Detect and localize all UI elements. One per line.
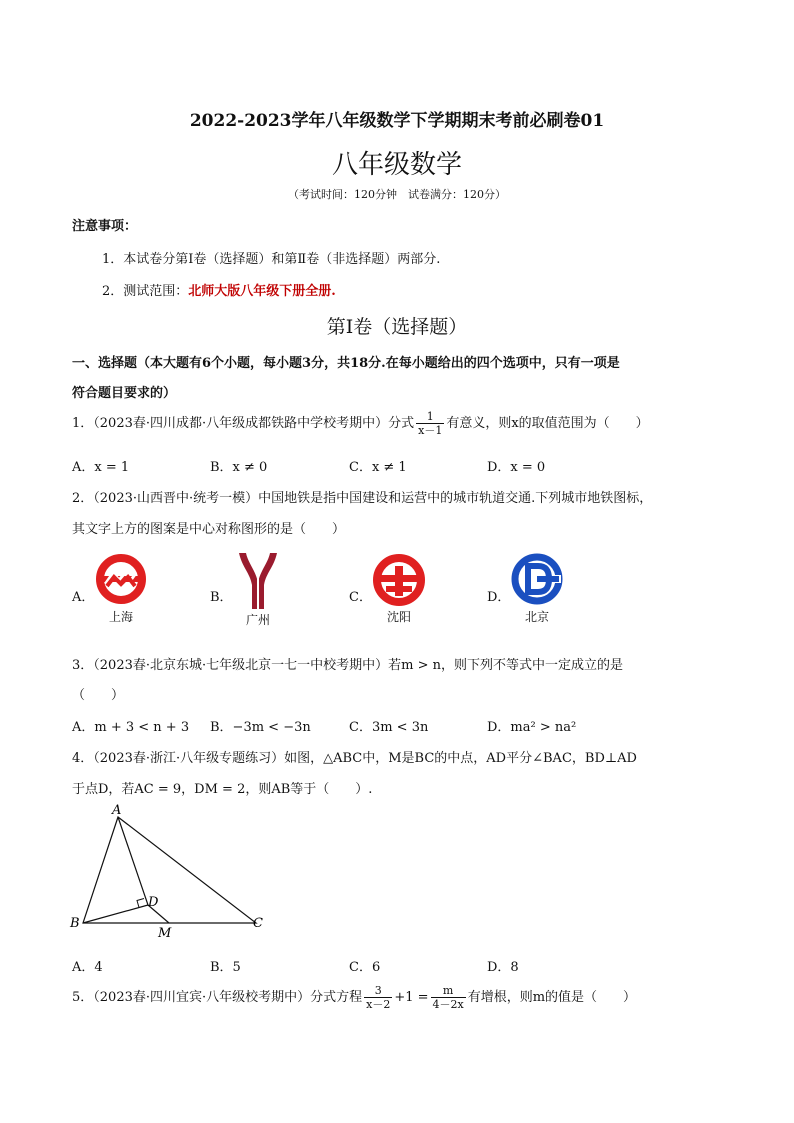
q1-stem: [72, 410, 649, 437]
shenyang-label: 沈阳: [386, 610, 411, 624]
q4-option-a: A．4: [72, 960, 103, 975]
q5-frac2-den: 4－2x: [432, 998, 464, 1011]
exam-info: （考试时间：120分钟 试卷满分：120分）: [288, 188, 506, 201]
q3-option-d: D．ma² > na²: [487, 720, 577, 735]
notes-item-1: 1．本试卷分第Ⅰ卷（选择题）和第Ⅱ卷（非选择题）两部分.: [102, 252, 441, 267]
q3-option-a: A．m + 3 < n + 3: [72, 720, 190, 735]
notes-heading: 注意事项：: [72, 219, 138, 234]
section-title: 第Ⅰ卷（选择题）: [326, 316, 468, 338]
section-intro-line1: 一、选择题（本大题有6个小题，每小题3分，共18分.在每小题给出的四个选项中，只有一项是: [72, 356, 620, 371]
guangzhou-label: 广州: [245, 613, 270, 627]
q4-line2: 于点D，若AC = 9，DM = 2，则AB等于（ ）.: [72, 782, 373, 797]
label-b: B: [70, 916, 80, 931]
notes-item-2-prefix: 2．测试范围：: [102, 284, 189, 299]
q4-option-d: D．8: [487, 960, 519, 975]
exam-title: 2022-2023学年八年级数学下学期期末考前必刷卷01: [189, 111, 605, 131]
q1-option-b: B．x ≠ 0: [210, 460, 268, 475]
subject-title: 八年级数学: [331, 150, 462, 180]
q1-suffix: 有意义，则x的取值范围为（ ）: [446, 416, 649, 431]
q5-middle: +1 =: [394, 990, 429, 1005]
q5-frac2-num: m: [442, 984, 454, 997]
q5-stem: [72, 984, 636, 1011]
q3-option-b: B．−3m < −3n: [210, 720, 311, 735]
segment-ad: [118, 817, 148, 905]
q1-fraction: [416, 410, 444, 437]
shanghai-metro-logo: [95, 553, 147, 605]
label-c: C: [253, 916, 263, 931]
q1-frac-den: x－1: [418, 424, 443, 437]
q3-option-c: C．3m < 3n: [349, 720, 429, 735]
shanghai-label: 上海: [108, 610, 133, 624]
label-a: A: [112, 803, 122, 818]
q1-option-c: C．x ≠ 1: [349, 460, 407, 475]
label-m: M: [158, 926, 172, 941]
q2-option-d: D．: [487, 590, 511, 605]
section-intro-line2: 符合题目要求的）: [72, 386, 177, 401]
q3-line1: 3．（2023春·北京东城·七年级北京一七一中校考期中）若m > n，则下列不等式中一定成立的是: [72, 658, 623, 673]
q5-frac1-num: 3: [374, 984, 382, 997]
guangzhou-metro-logo: [236, 553, 280, 609]
segment-bd: [83, 905, 148, 923]
q2-option-b: B．: [210, 590, 233, 605]
q5-fraction-2: [431, 984, 466, 1011]
q2-option-c: C．: [349, 590, 372, 605]
shenyang-metro-logo: [372, 553, 426, 607]
beijing-subway-logo: [510, 552, 564, 606]
beijing-label: 北京: [524, 610, 549, 624]
q2-option-a: A．: [72, 590, 95, 605]
q2-line2: 其文字上方的图案是中心对称图形的是（ ）: [72, 522, 346, 537]
q4-option-b: B．5: [210, 960, 241, 975]
q3-line2: （ ）: [72, 688, 125, 703]
q5-prefix: 5．（2023春·四川宜宾·八年级校考期中）分式方程: [72, 990, 363, 1005]
q1-prefix: 1．（2023春·四川成都·八年级成都铁路中学校考期中）分式: [72, 416, 415, 431]
label-d: D: [148, 895, 159, 910]
q2-line1: 2．（2023·山西晋中·统考一模）中国地铁是指中国建设和运营中的城市轨道交通.下列城市地铁图标，: [72, 491, 653, 506]
notes-item-2-range: 北师大版八年级下册全册.: [188, 284, 336, 299]
q4-line1: 4．（2023春·浙江·八年级专题练习）如图，△ABC中，M是BC的中点，AD平分∠BAC，BD⊥AD: [72, 751, 637, 766]
triangle-abc: [83, 817, 256, 923]
q1-frac-num: 1: [426, 410, 434, 423]
q4-option-c: C．6: [349, 960, 381, 975]
q5-frac1-den: x－2: [366, 998, 391, 1011]
notes-item-2: [102, 280, 336, 299]
q1-option-d: D．x = 0: [487, 460, 546, 475]
q1-option-a: A．x = 1: [72, 460, 130, 475]
triangle-figure: [66, 803, 276, 943]
q5-fraction-1: [364, 984, 392, 1011]
q5-suffix: 有增根，则m的值是（ ）: [467, 990, 637, 1005]
